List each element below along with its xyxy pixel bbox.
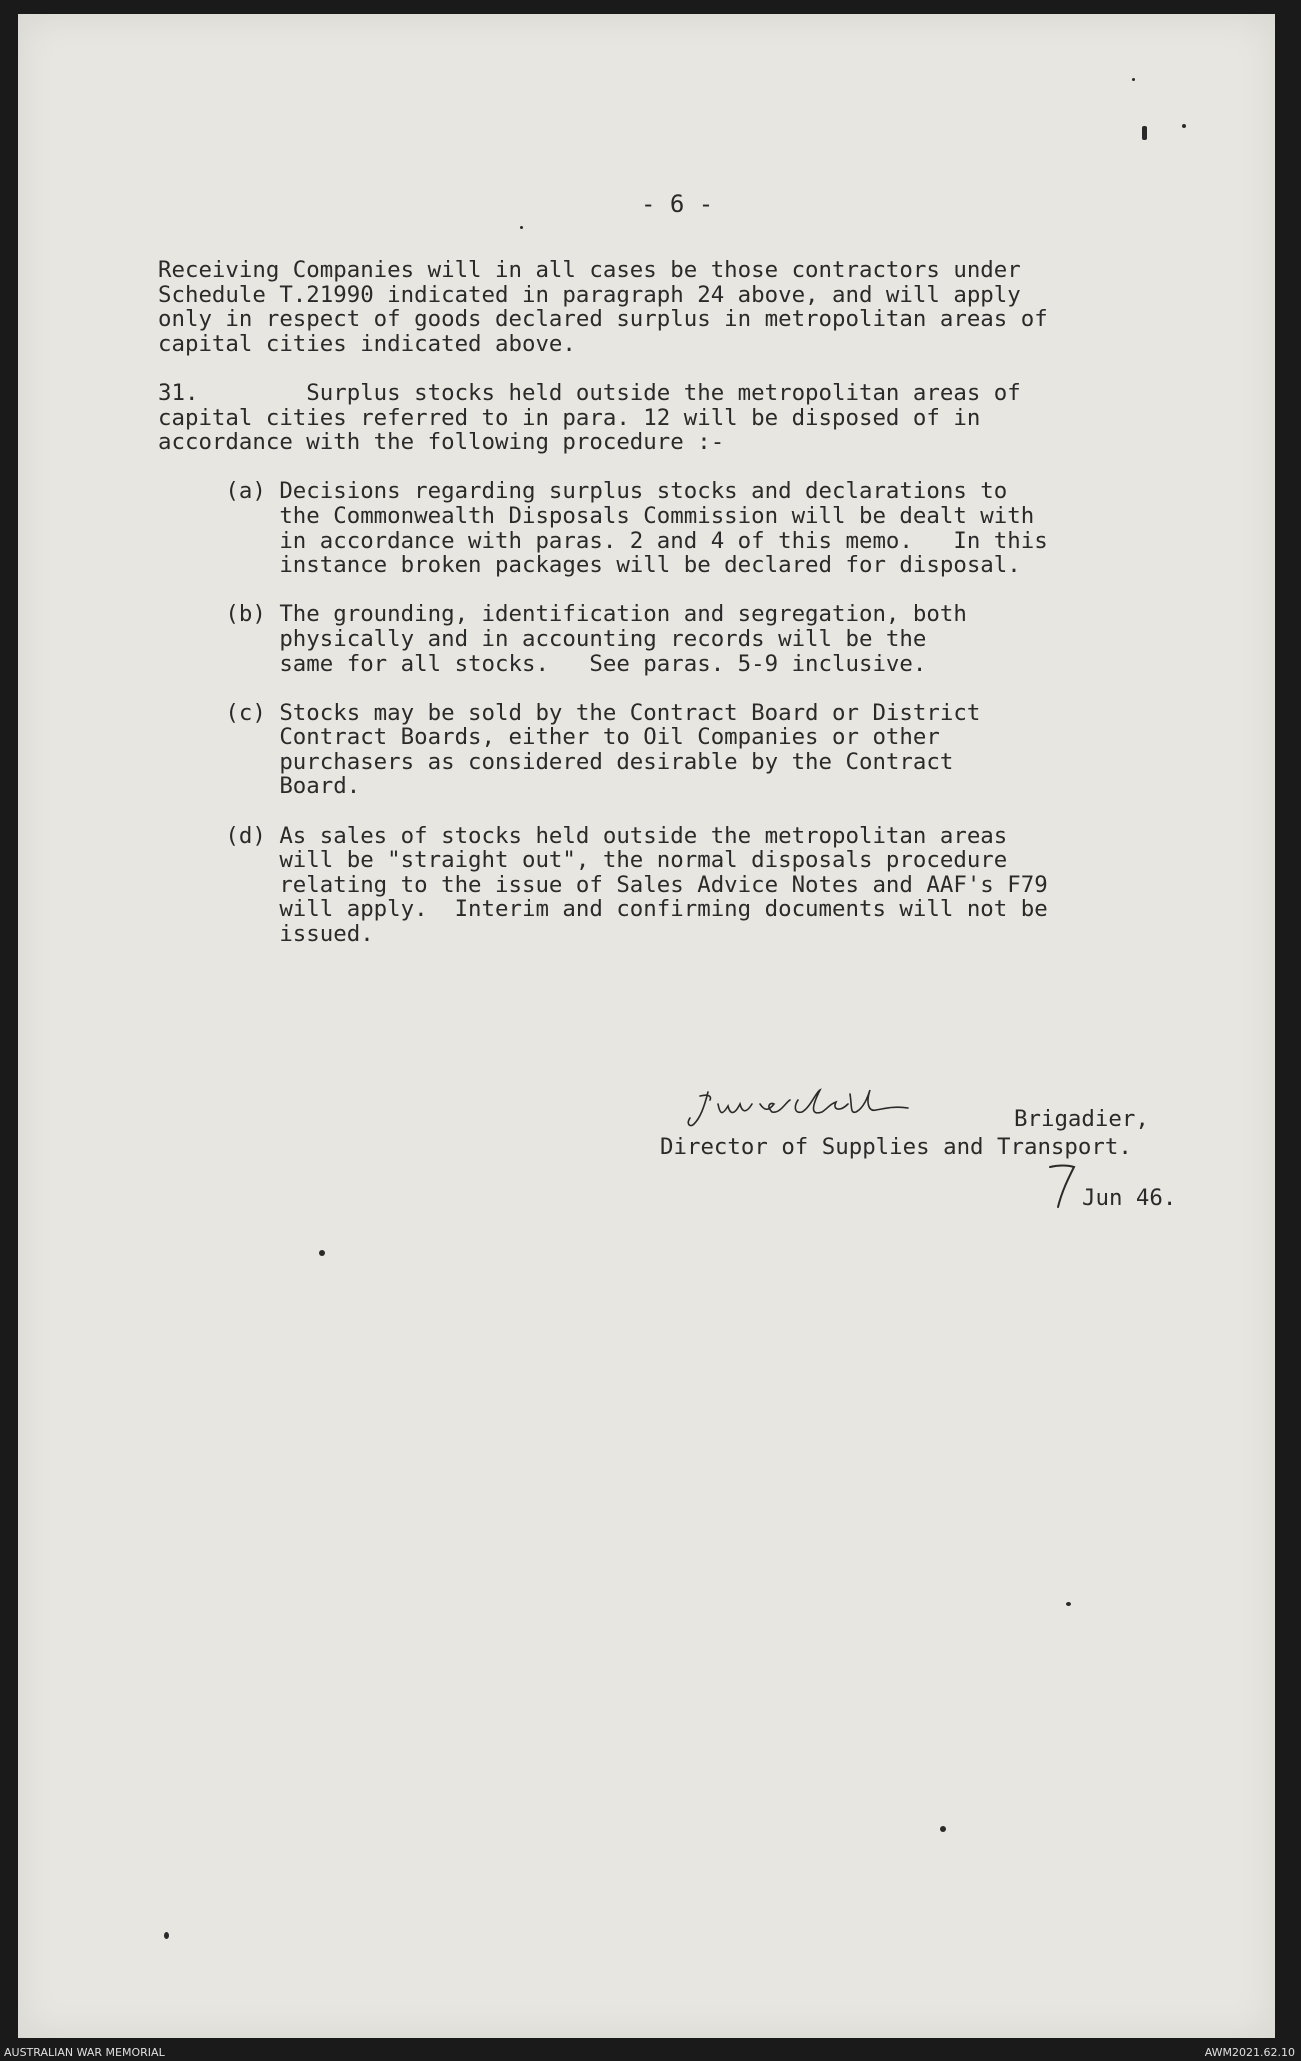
signatory-title: Director of Supplies and Transport. [660, 1134, 1132, 1160]
page-number: - 6 - [641, 190, 714, 218]
paper-speck [1066, 1602, 1071, 1606]
text-line-para31-3: accordance with the following procedure :- [158, 429, 725, 456]
blank-line [158, 676, 1048, 701]
blank-line [158, 578, 1048, 603]
handwritten-day [1046, 1161, 1078, 1211]
paper-speck [1142, 126, 1147, 140]
text-line-item-c-2: Contract Boards, either to Oil Companies or other [158, 724, 940, 751]
paper-speck [1132, 78, 1135, 81]
text-line-item-a-2: the Commonwealth Disposals Commission will be dealt with [158, 502, 1035, 529]
text-line-item-b-3: same for all stocks. See paras. 5-9 inclusive. [158, 650, 927, 677]
signature-block [660, 1082, 1149, 1160]
text-line-intro-3: only in respect of goods declared surplus in metropolitan areas of [158, 306, 1048, 333]
date-line [1046, 1161, 1176, 1211]
text-line-item-b-2: physically and in accounting records will be the [158, 625, 927, 652]
document-page [18, 14, 1275, 2038]
paper-speck [319, 1250, 325, 1256]
text-line-item-d-1: (d) As sales of stocks held outside the metropolitan areas [158, 822, 1008, 849]
text-line-item-b-1: (b) The grounding, identification and segregation, both [158, 601, 967, 628]
blank-line [158, 799, 1048, 824]
text-line-intro-4: capital cities indicated above. [158, 330, 576, 357]
paper-speck [164, 1932, 169, 1939]
text-line-item-c-1: (c) Stocks may be sold by the Contract Board or District [158, 699, 981, 726]
text-line-item-d-3: relating to the issue of Sales Advice Notes and AAF's F79 [158, 871, 1048, 898]
paper-speck [1182, 124, 1186, 128]
text-line-item-a-4: instance broken packages will be declared for disposal. [158, 552, 1021, 579]
text-line-item-c-4: Board. [158, 773, 361, 800]
text-line-item-a-3: in accordance with paras. 2 and 4 of this memo. In this [158, 527, 1048, 554]
text-line-item-c-3: purchasers as considered desirable by the Contract [158, 748, 954, 775]
text-line-intro-1: Receiving Companies will in all cases be those contractors under [158, 257, 1021, 283]
text-line-item-d-5: issued. [158, 921, 374, 948]
archive-reference: AWM2021.62.10 [1204, 2046, 1295, 2059]
document-body [158, 258, 1048, 947]
text-line-para31-2: capital cities referred to in para. 12 will be disposed of in [158, 404, 981, 431]
paper-speck [520, 226, 523, 229]
blank-line [158, 356, 1048, 381]
handwritten-signature [660, 1082, 1000, 1132]
blank-line [158, 455, 1048, 480]
archive-credit: AUSTRALIAN WAR MEMORIAL [4, 2046, 165, 2059]
signature-row [660, 1082, 1149, 1132]
signatory-rank: Brigadier, [1014, 1106, 1149, 1132]
date-text: Jun 46. [1082, 1185, 1177, 1211]
text-line-item-d-4: will apply. Interim and confirming documents will not be [158, 896, 1048, 923]
text-line-item-d-2: will be "straight out", the normal disposals procedure [158, 847, 1008, 874]
text-line-para31-1: 31. Surplus stocks held outside the metropolitan areas of [158, 379, 1021, 406]
text-line-intro-2: Schedule T.21990 indicated in paragraph 24 above, and will apply [158, 281, 1021, 308]
text-line-item-a-1: (a) Decisions regarding surplus stocks and declarations to [158, 478, 1008, 505]
paper-speck [940, 1826, 946, 1832]
